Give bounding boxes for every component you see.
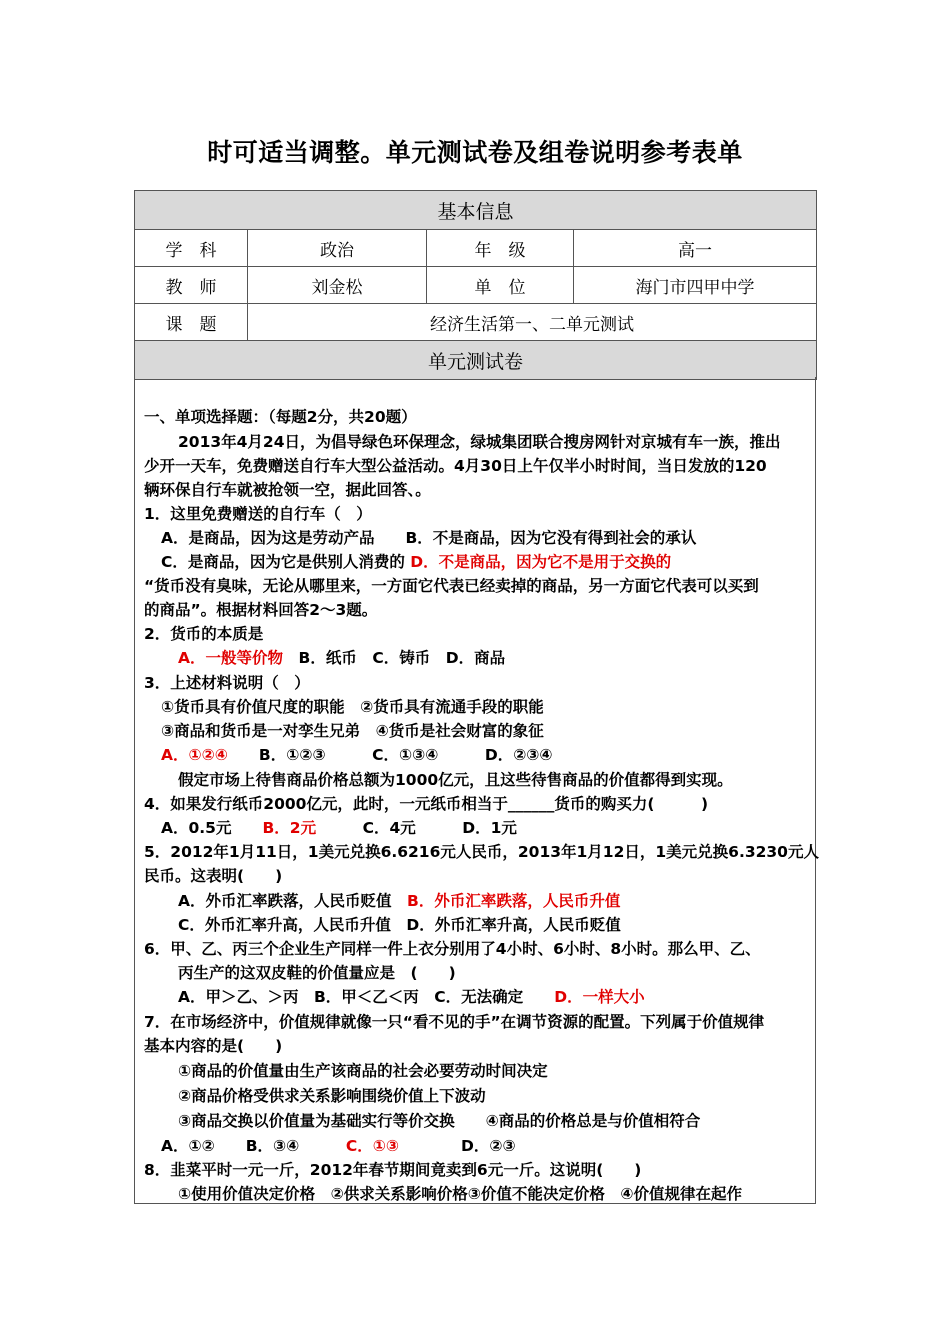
subject-value: 政治 (248, 230, 427, 267)
question-6-cont: 丙生产的这双皮鞋的价值量应是 ( ) (178, 964, 456, 982)
question-8: 8．韭菜平时一元一斤，2012年春节期间竟卖到6元一斤。这说明( ) (144, 1161, 642, 1179)
material-line: 假定市场上待售商品价格总额为1000亿元，且这些待售商品的价值都得到实现。 (178, 771, 733, 789)
answer-option: A．①②④ (161, 746, 228, 764)
statement-line: ③商品和货币是一对孪生兄弟 ④货币是社会财富的象征 (161, 722, 544, 740)
statement-line: ①货币具有价值尺度的职能 ②货币具有流通手段的职能 (161, 698, 544, 716)
unit-value: 海门市四甲中学 (574, 267, 817, 304)
material-line: 少开一天车，免费赠送自行车大型公益活动。4月30日上午仅半小时时间，当日发放的120 (144, 457, 767, 475)
options-line: C．外币汇率升高，人民币升值 D．外币汇率升高，人民币贬值 (178, 916, 621, 934)
teacher-label: 教 师 (135, 267, 248, 304)
question-7: 7．在市场经济中，价值规律就像一只“看不见的手”在调节资源的配置。下列属于价值规律 (144, 1013, 765, 1031)
options-line: A．一般等价物 B．纸币 C．铸币 D．商品 (178, 649, 506, 667)
statement-line: ①使用价值决定价格 ②供求关系影响价格③价值不能决定价格 ④价值规律在起作 (178, 1185, 742, 1203)
section-heading: 一、单项选择题：（每题2分，共20题） (144, 408, 417, 426)
grade-value: 高一 (574, 230, 817, 267)
statement-line: ②商品价格受供求关系影响围绕价值上下波动 (178, 1087, 486, 1105)
material-line: 的商品”。根据材料回答2～3题。 (144, 601, 378, 619)
question-3: 3．上述材料说明（ ） (144, 674, 310, 692)
options-line: A．①② B．③④ C．①③ D．②③ (161, 1137, 516, 1155)
statement-line: ①商品的价值量由生产该商品的社会必要劳动时间决定 (178, 1062, 548, 1080)
statement-line: ③商品交换以价值量为基础实行等价交换 ④商品的价格总是与价值相符合 (178, 1112, 701, 1130)
teacher-value: 刘金松 (248, 267, 427, 304)
options-line: A．甲＞乙、＞丙 B．甲＜乙＜丙 C．无法确定 D．一样大小 (178, 988, 645, 1006)
options-line: A．外币汇率跌落，人民币贬值 B．外币汇率跌落，人民币升值 (178, 892, 621, 910)
question-7-cont: 基本内容的是( ) (144, 1037, 283, 1055)
subject-label: 学 科 (135, 230, 248, 267)
unit-label: 单 位 (427, 267, 574, 304)
material-line: 2013年4月24日，为倡导绿色环保理念，绿城集团联合搜房网针对京城有车一族，推出 (178, 433, 781, 451)
topic-value: 经济生活第一、二单元测试 (248, 304, 817, 341)
answer-option: B．外币汇率跌落，人民币升值 (407, 892, 621, 910)
answer-option: D．不是商品，因为它不是用于交换的 (410, 553, 672, 571)
material-line: “货币没有臭味，无论从哪里来，一方面它代表已经卖掉的商品，另一方面它代表可以买到 (144, 577, 759, 595)
options-line: A．①②④ B．①②③ C．①③④ D．②③④ (161, 746, 553, 764)
question-5-cont: 民币。这表明( ) (144, 867, 283, 885)
answer-option: B．2元 (262, 819, 317, 837)
options-line: C．是商品，因为它是供别人消费的 D．不是商品，因为它不是用于交换的 (161, 553, 672, 571)
topic-label: 课 题 (135, 304, 248, 341)
options-line: A．0.5元 B．2元 C．4元 D．1元 (161, 819, 517, 837)
test-header: 单元测试卷 (135, 341, 817, 380)
basic-info-header: 基本信息 (135, 191, 817, 230)
answer-option: D．一样大小 (554, 988, 645, 1006)
options-line: A．是商品，因为这是劳动产品 B．不是商品，因为它没有得到社会的承认 (161, 529, 697, 547)
basic-info-table (134, 190, 817, 380)
question-4: 4．如果发行纸币2000亿元，此时，一元纸币相当于______货币的购买力( ) (144, 795, 709, 813)
question-1: 1．这里免费赠送的自行车（ ） (144, 505, 372, 523)
test-content (134, 377, 819, 1204)
page-title: 时可适当调整。单元测试卷及组卷说明参考表单 (207, 138, 743, 167)
question-5: 5．2012年1月11日，1美元兑换6.6216元人民币，2013年1月12日，1美元兑换6.3230元人 (144, 843, 819, 861)
grade-label: 年 级 (427, 230, 574, 267)
question-6: 6．甲、乙、丙三个企业生产同样一件上衣分别用了4小时、6小时、8小时。那么甲、乙、 (144, 940, 761, 958)
question-2: 2．货币的本质是 (144, 625, 264, 643)
answer-option: C．①③ (345, 1137, 399, 1155)
material-line: 辆环保自行车就被抢领一空，据此回答、。 (144, 481, 431, 499)
answer-option: A．一般等价物 (178, 649, 283, 667)
